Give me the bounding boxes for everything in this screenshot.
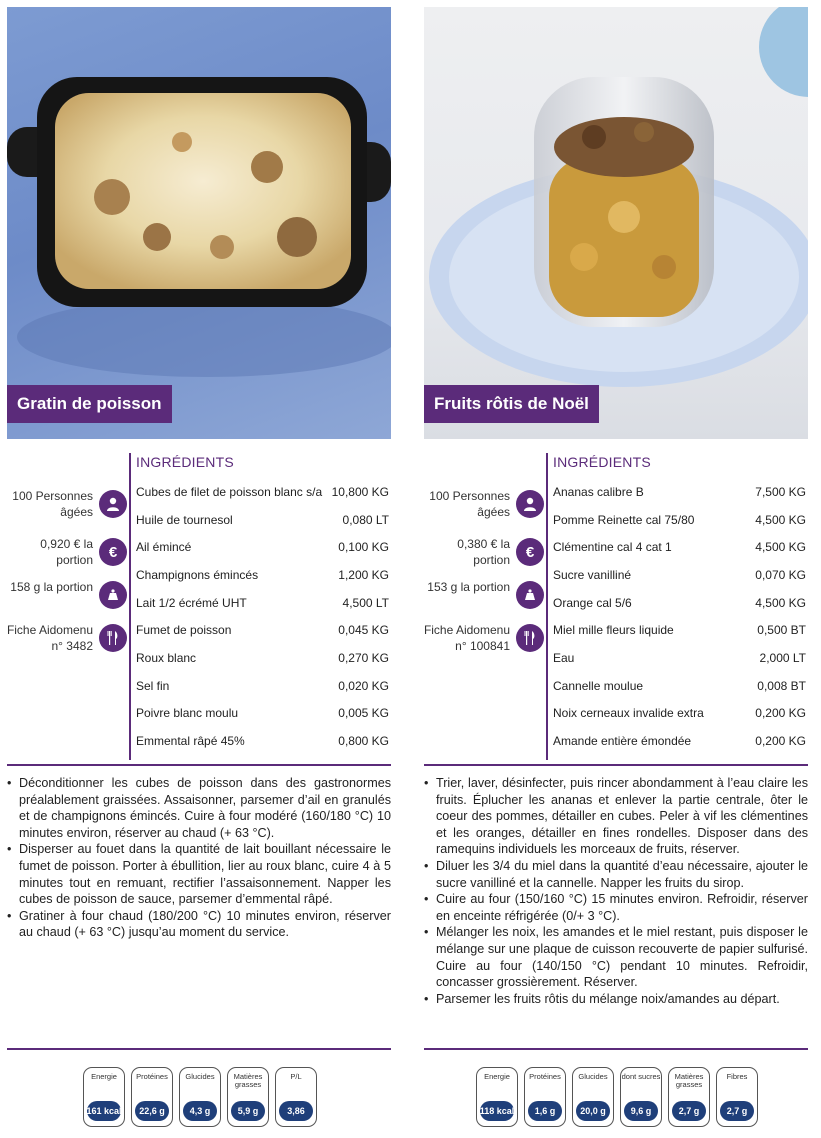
scale-icon bbox=[516, 581, 544, 609]
preparation-step: • Diluer les 3/4 du miel dans la quantité d’eau nécessaire, ajouter le sucre vanilliné et la cannelle. Napper les fruits du sirop. bbox=[424, 858, 808, 891]
sheet-info bbox=[7, 622, 127, 658]
ingredient-quantity: 7,500 KG bbox=[755, 484, 806, 499]
ingredient-quantity: 0,005 KG bbox=[338, 706, 389, 721]
nutrition-value: 118 kcal bbox=[480, 1101, 514, 1121]
ingredient-quantity: 0,020 KG bbox=[338, 678, 389, 693]
nutrition-badge bbox=[227, 1067, 269, 1127]
divider bbox=[424, 1048, 808, 1050]
nutrition-value: 9,6 g bbox=[624, 1101, 658, 1121]
ingredient-row bbox=[136, 533, 391, 561]
ingredient-quantity: 1,200 KG bbox=[338, 567, 389, 582]
weight-text: 153 g la portion bbox=[427, 580, 510, 594]
people-info bbox=[424, 488, 544, 524]
nutrition-value: 1,6 g bbox=[528, 1101, 562, 1121]
ingredient-row bbox=[136, 727, 391, 755]
ingredient-quantity: 0,200 KG bbox=[755, 706, 806, 721]
ingredient-name: Orange cal 5/6 bbox=[553, 595, 632, 610]
nutrition-value: 20,0 g bbox=[576, 1101, 610, 1121]
ingredient-name: Emmental râpé 45% bbox=[136, 734, 245, 749]
nutrition-value: 22,6 g bbox=[135, 1101, 169, 1121]
nutrition-label: Energie bbox=[91, 1072, 117, 1081]
nutrition-value: 161 kcal bbox=[87, 1101, 121, 1121]
nutrition-badge bbox=[83, 1067, 125, 1127]
ingredient-name: Eau bbox=[553, 650, 575, 665]
ingredient-row bbox=[136, 561, 391, 589]
ingredient-quantity: 2,000 LT bbox=[759, 650, 806, 665]
ingredient-name: Sel fin bbox=[136, 678, 170, 693]
nutrition-badge bbox=[131, 1067, 173, 1127]
preparation-step: • Déconditionner les cubes de poisson dans des gastronormes préalablement graissées. Assaisonner, parsemer d’ail en granulés et de champignons émincés. Cuire à four modéré (160/180 °C) 10 minutes environ, réserver au chaud (+ 63 °C). bbox=[7, 775, 391, 841]
ingredient-row bbox=[136, 700, 391, 728]
preparation-step: • Gratiner à four chaud (180/200 °C) 10 minutes environ, réserver au chaud (+ 63 °C) jusqu’au moment du service. bbox=[7, 908, 391, 941]
ingredient-quantity: 0,008 BT bbox=[757, 678, 806, 693]
ingredient-quantity: 4,500 KG bbox=[755, 595, 806, 610]
nutrition-facts bbox=[83, 1067, 317, 1127]
divider bbox=[424, 764, 808, 766]
ingredient-name: Roux blanc bbox=[136, 650, 197, 665]
ingredient-row bbox=[553, 727, 808, 755]
ingredient-name: Pomme Reinette cal 75/80 bbox=[553, 512, 695, 527]
ingredient-quantity: 0,100 KG bbox=[338, 540, 389, 555]
ingredient-quantity: 0,500 BT bbox=[757, 623, 806, 638]
preparation-step: • Trier, laver, désinfecter, puis rincer abondamment à l’eau claire les fruits. Éplucher les ananas et enlever la partie centrale, ôter le coeur des pommes, détailler en cubes. Peler à vif les clémentines et les oranges, détailler en fines rondelles. Disposer dans des ramequins individuels les morceaux de fruits, réserver. bbox=[424, 775, 808, 858]
ingredient-row bbox=[553, 478, 808, 506]
ingredient-quantity: 10,800 KG bbox=[331, 484, 389, 499]
sheet-text: Fiche Aidomenu n° 3482 bbox=[6, 623, 93, 653]
euro-icon: € bbox=[516, 538, 544, 566]
nutrition-label: Glucides bbox=[578, 1072, 608, 1081]
nutrition-label: Protéines bbox=[529, 1072, 561, 1081]
nutrition-value: 2,7 g bbox=[720, 1101, 754, 1121]
price-info bbox=[424, 536, 544, 572]
fruit-cup-illustration bbox=[424, 7, 808, 439]
recipe-title: Fruits rôtis de Noël bbox=[424, 385, 599, 423]
nutrition-label: Glucides bbox=[185, 1072, 215, 1081]
euro-icon: € bbox=[99, 538, 127, 566]
nutrition-label: Energie bbox=[484, 1072, 510, 1081]
cutlery-icon bbox=[516, 624, 544, 652]
ingredient-row bbox=[553, 616, 808, 644]
preparation-step: • Parsemer les fruits rôtis du mélange noix/amandes au départ. bbox=[424, 991, 808, 1008]
ingredient-row bbox=[136, 672, 391, 700]
gratin-dish-illustration bbox=[7, 7, 391, 439]
nutrition-value: 5,9 g bbox=[231, 1101, 265, 1121]
nutrition-badge bbox=[716, 1067, 758, 1127]
ingredient-row bbox=[136, 478, 391, 506]
ingredient-row bbox=[553, 700, 808, 728]
nutrition-badge bbox=[668, 1067, 710, 1127]
nutrition-badge bbox=[572, 1067, 614, 1127]
people-info bbox=[7, 488, 127, 524]
ingredient-name: Cubes de filet de poisson blanc s/a bbox=[136, 484, 323, 499]
ingredient-quantity: 0,080 LT bbox=[342, 512, 389, 527]
recipe-card-fruits bbox=[424, 0, 808, 1138]
nutrition-badge bbox=[524, 1067, 566, 1127]
weight-info bbox=[424, 579, 544, 615]
ingredients-heading: INGRÉDIENTS bbox=[136, 454, 234, 470]
divider bbox=[7, 1048, 391, 1050]
people-text: 100 Personnes âgées bbox=[429, 489, 510, 519]
price-info bbox=[7, 536, 127, 572]
dish-photo bbox=[7, 7, 391, 439]
preparation-steps bbox=[424, 775, 808, 1007]
ingredient-name: Ananas calibre B bbox=[553, 484, 644, 499]
nutrition-label: dont sucres bbox=[621, 1072, 661, 1081]
ingredient-name: Huile de tournesol bbox=[136, 512, 233, 527]
dish-photo bbox=[424, 7, 808, 439]
nutrition-badge bbox=[179, 1067, 221, 1127]
nutrition-facts bbox=[476, 1067, 758, 1127]
ingredient-row bbox=[136, 616, 391, 644]
ingredient-quantity: 0,800 KG bbox=[338, 734, 389, 749]
ingredient-name: Champignons émincés bbox=[136, 567, 259, 582]
nutrition-label: Fibres bbox=[726, 1072, 748, 1081]
ingredient-name: Cannelle moulue bbox=[553, 678, 644, 693]
divider bbox=[7, 764, 391, 766]
preparation-steps bbox=[7, 775, 391, 941]
recipe-card-gratin bbox=[7, 0, 391, 1138]
ingredient-name: Lait 1/2 écrémé UHT bbox=[136, 595, 247, 610]
nutrition-badge bbox=[620, 1067, 662, 1127]
ingredient-quantity: 0,200 KG bbox=[755, 734, 806, 749]
person-icon bbox=[99, 490, 127, 518]
weight-info bbox=[7, 579, 127, 615]
ingredient-quantity: 4,500 KG bbox=[755, 540, 806, 555]
ingredient-quantity: 4,500 KG bbox=[755, 512, 806, 527]
nutrition-label: Matières grasses bbox=[233, 1072, 263, 1089]
preparation-step: • Disperser au fouet dans la quantité de lait bouillant nécessaire le fumet de poisson. Porter à ébullition, lier au roux blanc, cuire 4 à 5 minutes tout en remuant, rectifier l’assaisonnement. Napper les cubes de poisson de sauce, parsemer d’emmental râpé. bbox=[7, 841, 391, 907]
preparation-step: • Mélanger les noix, les amandes et le miel restant, puis disposer le mélange sur une plaque de cuisson recouverte de papier sulfurisé. Cuire au four (140/150 °C) pendant 10 minutes. Refroidir, concasser grossièrement. Réserver. bbox=[424, 924, 808, 990]
ingredient-name: Noix cerneaux invalide extra bbox=[553, 706, 704, 721]
ingredient-row bbox=[553, 644, 808, 672]
ingredient-quantity: 0,270 KG bbox=[338, 650, 389, 665]
person-icon bbox=[516, 490, 544, 518]
price-text: 0,920 € la portion bbox=[40, 537, 93, 567]
ingredient-row bbox=[136, 589, 391, 617]
scale-icon bbox=[99, 581, 127, 609]
ingredients-list bbox=[136, 478, 391, 755]
ingredients-heading: INGRÉDIENTS bbox=[553, 454, 651, 470]
ingredient-quantity: 4,500 LT bbox=[342, 595, 389, 610]
preparation-step: • Cuire au four (150/160 °C) 15 minutes environ. Refroidir, réserver en enceinte réfrigérée (0/+ 3 °C). bbox=[424, 891, 808, 924]
ingredient-row bbox=[136, 644, 391, 672]
ingredient-name: Fumet de poisson bbox=[136, 623, 232, 638]
nutrition-badge bbox=[476, 1067, 518, 1127]
ingredient-row bbox=[553, 561, 808, 589]
nutrition-badge bbox=[275, 1067, 317, 1127]
ingredient-row bbox=[136, 506, 391, 534]
ingredient-quantity: 0,070 KG bbox=[755, 567, 806, 582]
ingredient-row bbox=[553, 672, 808, 700]
ingredient-row bbox=[553, 533, 808, 561]
ingredient-name: Ail émincé bbox=[136, 540, 192, 555]
divider-vertical bbox=[546, 453, 548, 760]
price-text: 0,380 € la portion bbox=[457, 537, 510, 567]
ingredients-list bbox=[553, 478, 808, 755]
ingredient-row bbox=[553, 589, 808, 617]
ingredient-quantity: 0,045 KG bbox=[338, 623, 389, 638]
divider-vertical bbox=[129, 453, 131, 760]
recipe-title: Gratin de poisson bbox=[7, 385, 172, 423]
nutrition-label: P/L bbox=[290, 1072, 302, 1081]
sheet-text: Fiche Aidomenu n° 100841 bbox=[423, 623, 510, 653]
nutrition-value: 3,86 bbox=[279, 1101, 313, 1121]
sheet-info bbox=[424, 622, 544, 658]
ingredient-name: Sucre vanilliné bbox=[553, 567, 632, 582]
ingredient-row bbox=[553, 506, 808, 534]
nutrition-label: Protéines bbox=[136, 1072, 168, 1081]
ingredient-name: Miel mille fleurs liquide bbox=[553, 623, 674, 638]
cutlery-icon bbox=[99, 624, 127, 652]
nutrition-value: 2,7 g bbox=[672, 1101, 706, 1121]
nutrition-value: 4,3 g bbox=[183, 1101, 217, 1121]
ingredient-name: Amande entière émondée bbox=[553, 734, 692, 749]
weight-text: 158 g la portion bbox=[10, 580, 93, 594]
ingredient-name: Poivre blanc moulu bbox=[136, 706, 239, 721]
nutrition-label: Matières grasses bbox=[674, 1072, 704, 1089]
ingredient-name: Clémentine cal 4 cat 1 bbox=[553, 540, 672, 555]
people-text: 100 Personnes âgées bbox=[12, 489, 93, 519]
